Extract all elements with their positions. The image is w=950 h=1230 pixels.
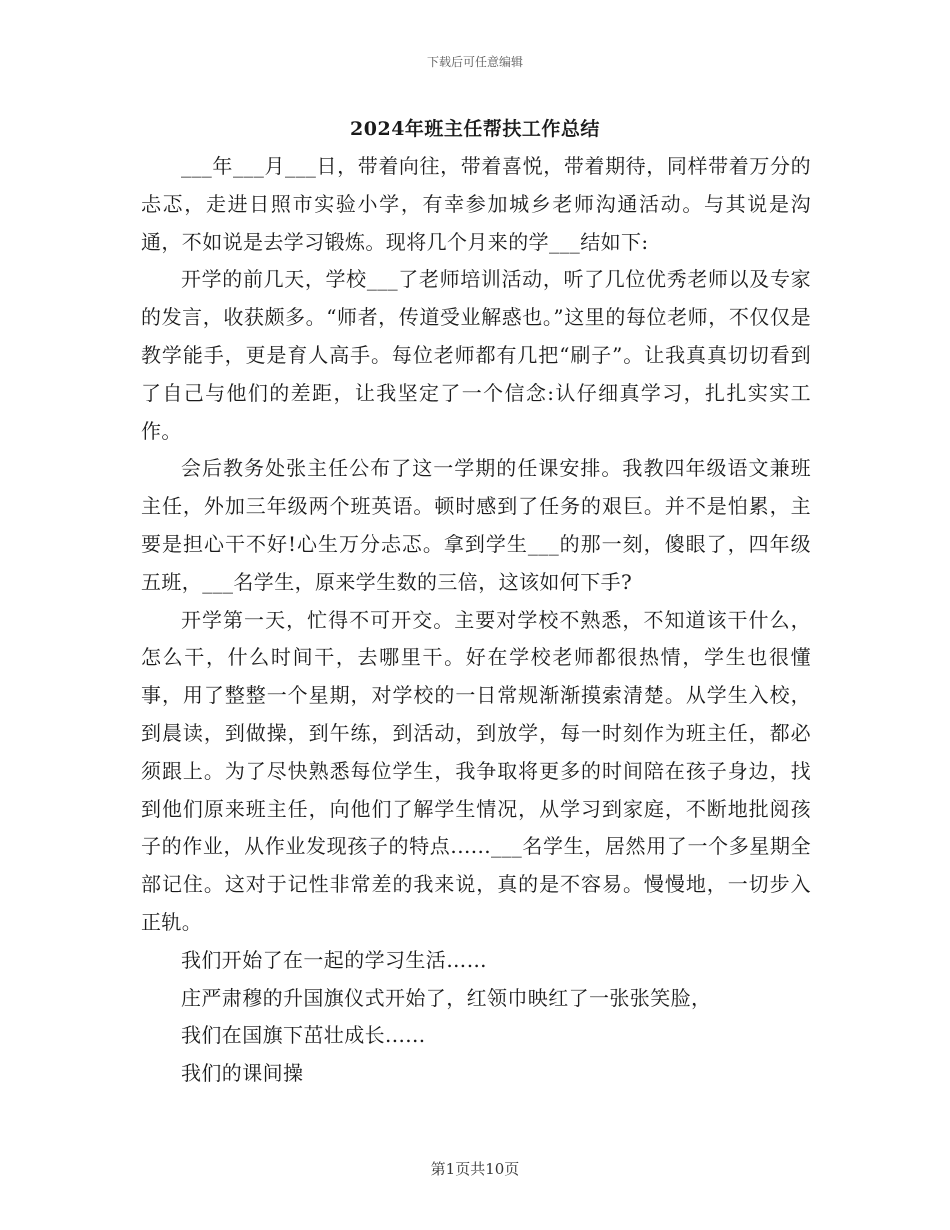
paragraph: 开学第一天，忙得不可开交。主要对学校不熟悉，不知道该干什么，怎么干，什么时间干，去哪里干。好在学校老师都很热情，学生也很懂事，用了整整一个星期，对学校的一日常规渐渐摸索清楚。从学生入校，到晨读，到做操，到午练，到活动，到放学，每一时刻作为班主任，都必须跟上。为了尽快熟悉每位学生，我争取将更多的时间陪在孩子身边，找到他们原来班主任，向他们了解学生情况，从学习到家庭，不断地批阅孩子的作业，从作业发现孩子的特点......___名学生，居然用了一个多星期全部记住。这对于记性非常差的我来说，真的是不容易。慢慢地，一切步入正轨。 [141, 607, 811, 934]
page-number: 第1页共10页 [430, 1160, 520, 1178]
document-title: 2024年班主任帮扶工作总结 [350, 118, 600, 140]
paragraph: 会后教务处张主任公布了这一学期的任课安排。我教四年级语文兼班主任，外加三年级两个班英语。顿时感到了任务的艰巨。并不是怕累，主要是担心干不好!心生万分忐忑。拿到学生___的那一刻，傻眼了，四年级五班，___名学生，原来学生数的三倍，这该如何下手? [141, 456, 811, 594]
document-body [141, 148, 811, 1093]
paragraph: 开学的前几天，学校___了老师培训活动，听了几位优秀老师以及专家的发言，收获颇多。“师者，传道受业解惑也。”这里的每位老师，不仅仅是教学能手，更是育人高手。每位老师都有几把“刷子”。让我真真切切看到了自己与他们的差距，让我坚定了一个信念:认仔细真学习，扎扎实实工作。 [141, 267, 811, 443]
page-header-note: 下载后可任意编辑 [426, 55, 523, 69]
paragraph: 我们在国旗下茁壮成长...... [181, 1023, 426, 1048]
paragraph: 我们的课间操 [181, 1061, 304, 1086]
paragraph: 庄严肃穆的升国旗仪式开始了，红领巾映红了一张张笑脸， [181, 985, 712, 1010]
paragraph: ___年___月___日，带着向往，带着喜悦，带着期待，同样带着万分的忐忑，走进日照市实验小学，有幸参加城乡老师沟通活动。与其说是沟通，不如说是去学习锻炼。现将几个月来的学___结如下: [141, 154, 811, 254]
paragraph: 我们开始了在一起的学习生活…… [181, 947, 487, 972]
